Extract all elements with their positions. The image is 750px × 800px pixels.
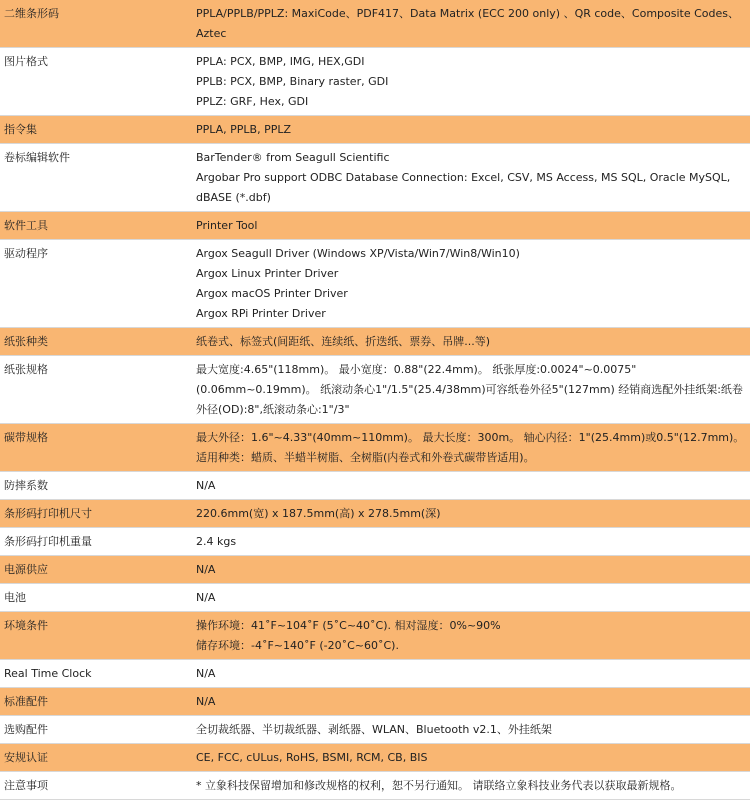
spec-value	[188, 144, 750, 212]
spec-value-line: Argobar Pro support ODBC Database Connection: Excel, CSV, MS Access, MS SQL, Oracle MySQL, dBASE (*.dbf)	[196, 171, 731, 204]
spec-value	[188, 500, 750, 528]
spec-label: 条形码打印机尺寸	[0, 500, 188, 528]
spec-label: 卷标编辑软件	[0, 144, 188, 212]
spec-label: 碳带规格	[0, 424, 188, 472]
spec-label: 电池	[0, 584, 188, 612]
spec-value	[188, 772, 750, 800]
spec-row	[0, 688, 750, 716]
spec-row	[0, 612, 750, 660]
spec-row	[0, 500, 750, 528]
spec-label: 图片格式	[0, 48, 188, 116]
spec-row	[0, 556, 750, 584]
spec-value	[188, 212, 750, 240]
spec-label: 二维条形码	[0, 0, 188, 48]
spec-row	[0, 716, 750, 744]
spec-value	[188, 612, 750, 660]
spec-value	[188, 424, 750, 472]
spec-value	[188, 0, 750, 48]
spec-value	[188, 48, 750, 116]
spec-value-line: Argox Linux Printer Driver	[196, 267, 339, 280]
spec-value	[188, 356, 750, 424]
spec-label: 条形码打印机重量	[0, 528, 188, 556]
spec-label: 注意事项	[0, 772, 188, 800]
spec-value-line: N/A	[196, 563, 216, 576]
spec-row	[0, 356, 750, 424]
spec-label: 指令集	[0, 116, 188, 144]
spec-value-line: 纸卷式、标签式(间距纸、连续纸、折迭纸、票券、吊牌...等)	[196, 335, 491, 348]
spec-value	[188, 660, 750, 688]
spec-value	[188, 116, 750, 144]
spec-value-line: 操作环境：41˚F~104˚F (5˚C~40˚C). 相对湿度：0%~90%	[196, 619, 501, 632]
spec-value-line: 储存环境：-4˚F~140˚F (-20˚C~60˚C).	[196, 639, 399, 652]
spec-value-line: 220.6mm(宽) x 187.5mm(高) x 278.5mm(深)	[196, 507, 441, 520]
spec-row	[0, 144, 750, 212]
spec-value-line: N/A	[196, 667, 216, 680]
spec-value-line: 2.4 kgs	[196, 535, 237, 548]
spec-row	[0, 660, 750, 688]
spec-row	[0, 116, 750, 144]
spec-label: 驱动程序	[0, 240, 188, 328]
spec-row	[0, 48, 750, 116]
spec-value-line: Argox RPi Printer Driver	[196, 307, 326, 320]
spec-value-line: Argox macOS Printer Driver	[196, 287, 348, 300]
spec-value-line: 全切裁纸器、半切裁纸器、剥纸器、WLAN、Bluetooth v2.1、外挂纸架	[196, 723, 552, 736]
spec-row	[0, 424, 750, 472]
spec-value-line: * 立象科技保留增加和修改规格的权利，恕不另行通知。 请联络立象科技业务代表以获取最新规格。	[196, 779, 682, 792]
spec-value-line: PPLA, PPLB, PPLZ	[196, 123, 292, 136]
spec-row	[0, 328, 750, 356]
spec-row	[0, 212, 750, 240]
spec-label: 安规认证	[0, 744, 188, 772]
spec-value-line: Argox Seagull Driver (Windows XP/Vista/Win7/Win8/Win10)	[196, 247, 520, 260]
spec-label: 防摔系数	[0, 472, 188, 500]
spec-label: 软件工具	[0, 212, 188, 240]
spec-value-line: Printer Tool	[196, 219, 258, 232]
spec-label: 纸张种类	[0, 328, 188, 356]
spec-label: 环境条件	[0, 612, 188, 660]
spec-value	[188, 328, 750, 356]
spec-label: 纸张规格	[0, 356, 188, 424]
spec-label: 电源供应	[0, 556, 188, 584]
spec-value-line: PPLA/PPLB/PPLZ: MaxiCode、PDF417、Data Matrix (ECC 200 only) 、QR code、Composite Codes、Aztec	[196, 7, 740, 40]
spec-value-line: PPLA: PCX, BMP, IMG, HEX,GDI	[196, 55, 365, 68]
spec-value-line: 最大外径：1.6"~4.33"(40mm~110mm)。 最大长度：300m。 轴心内径：1"(25.4mm)或0.5"(12.7mm)。 适用种类：蜡质、半蜡半树脂、全树脂(内卷式和外卷式碳带皆适用)。	[196, 431, 745, 464]
spec-value	[188, 556, 750, 584]
spec-value	[188, 240, 750, 328]
spec-value	[188, 528, 750, 556]
spec-value-line: CE, FCC, cULus, RoHS, BSMI, RCM, CB, BIS	[196, 751, 428, 764]
spec-value-line: N/A	[196, 591, 216, 604]
spec-row	[0, 744, 750, 772]
spec-row	[0, 584, 750, 612]
spec-value	[188, 472, 750, 500]
spec-row	[0, 528, 750, 556]
spec-value	[188, 716, 750, 744]
spec-value	[188, 744, 750, 772]
spec-value	[188, 584, 750, 612]
spec-row	[0, 0, 750, 48]
spec-value	[188, 688, 750, 716]
spec-value-line: N/A	[196, 695, 216, 708]
spec-label: 选购配件	[0, 716, 188, 744]
spec-value-line: N/A	[196, 479, 216, 492]
spec-row	[0, 772, 750, 800]
spec-row	[0, 240, 750, 328]
spec-value-line: PPLZ: GRF, Hex, GDI	[196, 95, 309, 108]
spec-label: 标准配件	[0, 688, 188, 716]
spec-value-line: 最大宽度:4.65"(118mm)。 最小宽度：0.88"(22.4mm)。 纸张厚度:0.0024"~0.0075" (0.06mm~0.19mm)。 纸滚动条心1"/1.5"(25.4/38mm)可容纸卷外径5"(127mm) 经销商选配外挂纸架:纸卷外径(OD):8",纸滚动条心:1"/3"	[196, 363, 743, 416]
spec-value-line: PPLB: PCX, BMP, Binary raster, GDI	[196, 75, 389, 88]
spec-value-line: BarTender® from Seagull Scientific	[196, 151, 390, 164]
spec-row	[0, 472, 750, 500]
spec-label: Real Time Clock	[0, 660, 188, 688]
